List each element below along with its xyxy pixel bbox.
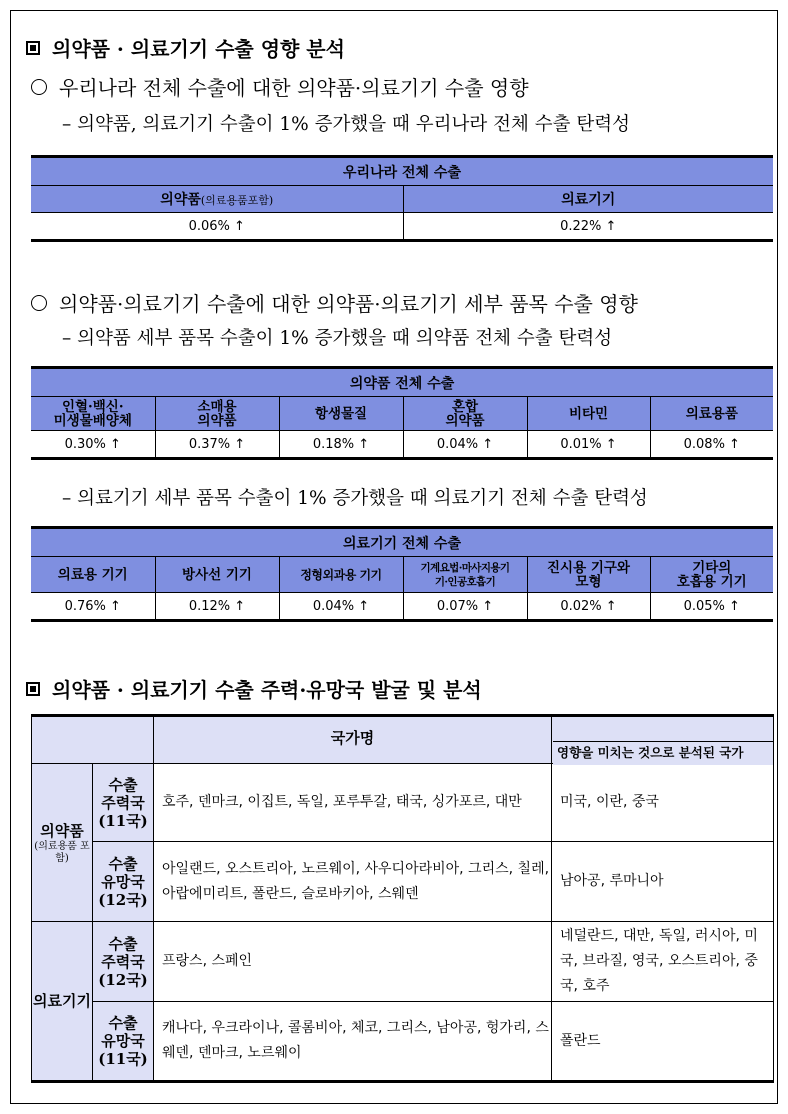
device-detail-title: 의료기기 전체 수출 (31, 528, 773, 557)
pharma-col-header: 소매용 의약품 (155, 397, 279, 431)
filled-square-icon (26, 41, 40, 55)
device-col-header: 기타의 호흡용 기기 (650, 557, 773, 593)
item2-heading: 의약품·의료기기 수출에 대한 의약품·의료기기 세부 품목 수출 영향 (31, 288, 638, 317)
device-detail-table (31, 526, 773, 622)
header-empty-cell (32, 716, 154, 764)
circle-bullet-icon (31, 79, 47, 95)
pharma-detail-table (31, 366, 773, 460)
device-col-header: 의료용 기기 (31, 557, 155, 593)
col-pharma-header: 의약품(의료용품포함) (31, 186, 403, 213)
country-table (31, 714, 774, 1083)
item1-note: – 의약품, 의료기기 수출이 1% 증가했을 때 우리나라 전체 수출 탄력성 (62, 114, 630, 135)
pharma-col-header: 항생물질 (279, 397, 403, 431)
total-export-table (31, 155, 773, 242)
device-note: – 의료기기 세부 품목 수출이 1% 증가했을 때 의료기기 전체 수출 탄력성 (62, 488, 648, 509)
group-device: 의료기기 (32, 922, 93, 1082)
pharma-detail-title: 의약품 전체 수출 (31, 368, 773, 397)
device-col-header: 방사선 기기 (155, 557, 279, 593)
section1-title: 의약품 · 의료기기 수출 영향 분석 (26, 33, 345, 62)
device-col-header: 기계요법·마사지용기 기·인공호흡기 (403, 557, 527, 593)
pharma-value: 0.04% ↑ (403, 431, 527, 459)
row-label: 수출 유망국 (11국) (93, 1002, 154, 1082)
header-influence: 영향을 미치는 것으로 분석된 국가 (553, 741, 773, 765)
device-value: 0.04% ↑ (279, 593, 403, 621)
country-list: 호주, 덴마크, 이집트, 독일, 포루투갈, 태국, 싱가포르, 대만 (154, 764, 552, 842)
device-value: 0.02% ↑ (527, 593, 650, 621)
pharma-value: 0.30% ↑ (31, 431, 155, 459)
country-list: 프랑스, 스페인 (154, 922, 552, 1002)
pharma-value: 0.18% ↑ (279, 431, 403, 459)
device-value: 0.76% ↑ (31, 593, 155, 621)
pharma-elasticity-value: 0.06% ↑ (31, 213, 403, 241)
total-export-title: 우리나라 전체 수출 (31, 157, 773, 186)
pharma-col-header: 비타민 (527, 397, 650, 431)
influence-list: 미국, 이란, 중국 (552, 764, 774, 842)
circle-bullet-icon (31, 295, 47, 311)
section2-title: 의약품 · 의료기기 수출 주력·유망국 발굴 및 분석 (26, 674, 482, 703)
pharma-value: 0.08% ↑ (650, 431, 773, 459)
country-list: 아일랜드, 오스트리아, 노르웨이, 사우디아라비아, 그리스, 칠레, 아랍에미리트, 폴란드, 슬로바키아, 스웨덴 (154, 842, 552, 922)
device-value: 0.07% ↑ (403, 593, 527, 621)
pharma-value: 0.01% ↑ (527, 431, 650, 459)
influence-list: 폴란드 (552, 1002, 774, 1082)
pharma-col-header: 인혈·백신· 미생물배양체 (31, 397, 155, 431)
influence-list: 네덜란드, 대만, 독일, 러시아, 미국, 브라질, 영국, 오스트리아, 중국, 호주 (552, 922, 774, 1002)
device-col-header: 정형외과용 기기 (279, 557, 403, 593)
row-label: 수출 주력국 (11국) (93, 764, 154, 842)
country-list: 캐나다, 우크라이나, 콜롬비아, 체코, 그리스, 남아공, 헝가리, 스웨덴, 덴마크, 노르웨이 (154, 1002, 552, 1082)
header-country-name: 국가명 (154, 716, 552, 764)
device-col-header: 진시용 기구와 모형 (527, 557, 650, 593)
pharma-note: – 의약품 세부 품목 수출이 1% 증가했을 때 의약품 전체 수출 탄력성 (62, 328, 613, 349)
item1-heading: 우리나라 전체 수출에 대한 의약품·의료기기 수출 영향 (31, 72, 529, 101)
pharma-value: 0.37% ↑ (155, 431, 279, 459)
device-value: 0.12% ↑ (155, 593, 279, 621)
pharma-col-header: 의료용품 (650, 397, 773, 431)
pharma-col-header: 혼합 의약품 (403, 397, 527, 431)
device-elasticity-value: 0.22% ↑ (403, 213, 773, 241)
col-device-header: 의료기기 (403, 186, 773, 213)
row-label: 수출 주력국 (12국) (93, 922, 154, 1002)
influence-list: 남아공, 루마니아 (552, 842, 774, 922)
device-value: 0.05% ↑ (650, 593, 773, 621)
group-pharma: 의약품 (의료용품 포함) (32, 764, 93, 922)
filled-square-icon (26, 682, 40, 696)
row-label: 수출 유망국 (12국) (93, 842, 154, 922)
